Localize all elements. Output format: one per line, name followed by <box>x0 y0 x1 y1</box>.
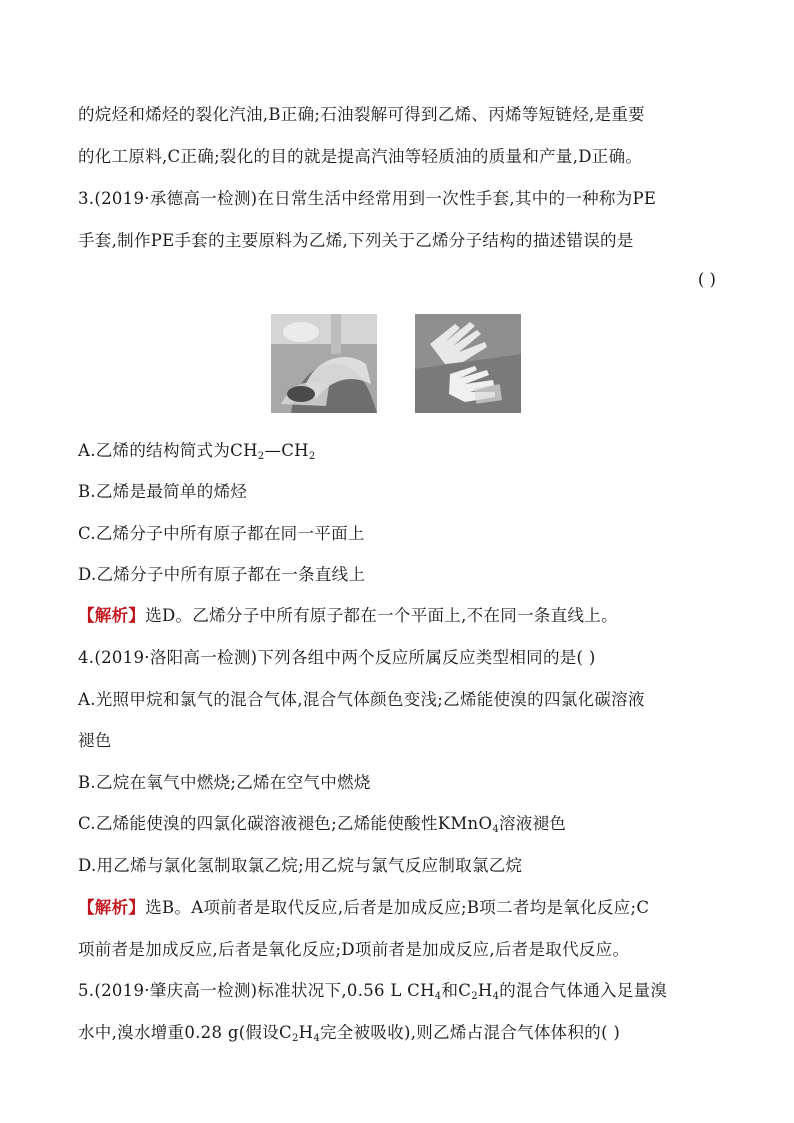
option-a: A.光照甲烷和氯气的混合气体,混合气体颜色变浅;乙烯能使溴的四氯化碳溶液 <box>78 690 645 709</box>
analysis-tag: 【解析】 <box>78 606 146 625</box>
gloved-hands-image <box>271 314 377 413</box>
question-3-stem-cont: 手套,制作PE手套的主要原料为乙烯,下列关于乙烯分子结构的描述错误的是 <box>78 231 634 250</box>
disposable-gloves-image <box>415 314 521 413</box>
analysis-4-cont: 项前者是加成反应,后者是氧化反应;D项前者是加成反应,后者是取代反应。 <box>78 940 630 959</box>
subscript: 2 <box>308 451 316 462</box>
q5-text: 5.(2019·肇庆高一检测)标准状况下,0.56 L CH <box>78 981 435 1000</box>
option-d: D.乙烯分子中所有原子都在一条直线上 <box>78 565 366 584</box>
text-line: 的烷烃和烯烃的裂化汽油,B正确;石油裂解可得到乙烯、丙烯等短链烃,是重要 <box>78 105 645 124</box>
analysis-3 <box>78 605 728 627</box>
text-line: 的化工原料,C正确;裂化的目的就是提高汽油等轻质油的质量和产量,D正确。 <box>78 147 643 166</box>
question-5-stem-cont <box>78 1022 728 1050</box>
question-5-stem <box>78 980 728 1008</box>
subscript: 2 <box>471 991 478 1002</box>
analysis-4 <box>78 897 728 919</box>
option-a-cont: 褪色 <box>78 731 112 750</box>
option-d: D.用乙烯与氯化氢制取氯乙烷;用乙烷与氯气反应制取氯乙烷 <box>78 856 523 875</box>
option-c <box>78 813 728 841</box>
answer-blank: ( ) <box>697 270 716 289</box>
analysis-text: 选D。乙烯分子中所有原子都在一个平面上,不在同一条直线上。 <box>145 606 618 625</box>
question-3-stem: 3.(2019·承德高一检测)在日常生活中经常用到一次性手套,其中的一种称为PE <box>78 189 657 208</box>
option-b: B.乙烯是最简单的烯烃 <box>78 482 248 501</box>
q5-text: 完全被吸收),则乙烯占混合气体体积的( ) <box>320 1023 621 1042</box>
disposable-gloves-photo <box>415 314 521 413</box>
option-c: C.乙烯分子中所有原子都在同一平面上 <box>78 524 365 543</box>
q5-text: 和C <box>441 981 472 1000</box>
subscript: 4 <box>434 991 442 1002</box>
subscript: 4 <box>313 1033 320 1044</box>
q5-text: H <box>477 981 493 1000</box>
subscript: 2 <box>291 1033 299 1044</box>
option-a-text-mid: —CH <box>264 441 309 460</box>
option-a <box>78 440 728 468</box>
subscript: 4 <box>492 991 500 1002</box>
option-c-text: C.乙烯能使溴的四氯化碳溶液褪色;乙烯能使酸性KMnO <box>78 814 493 833</box>
q5-text: H <box>298 1023 314 1042</box>
gloved-hands-photo <box>271 314 377 413</box>
analysis-text: 选B。A项前者是取代反应,后者是加成反应;B项二者均是氧化反应;C <box>145 898 650 917</box>
question-4-stem: 4.(2019·洛阳高一检测)下列各组中两个反应所属反应类型相同的是( ) <box>78 648 596 667</box>
subscript: 2 <box>257 451 265 462</box>
analysis-tag: 【解析】 <box>78 898 146 917</box>
option-b: B.乙烷在氧气中燃烧;乙烯在空气中燃烧 <box>78 773 371 792</box>
subscript: 4 <box>492 824 499 835</box>
option-a-text: A.乙烯的结构简式为CH <box>78 441 258 460</box>
option-c-text-post: 溶液褪色 <box>499 814 567 833</box>
q5-text: 水中,溴水增重0.28 g(假设C <box>78 1023 292 1042</box>
q5-text: 的混合气体通入足量溴 <box>499 981 668 1000</box>
